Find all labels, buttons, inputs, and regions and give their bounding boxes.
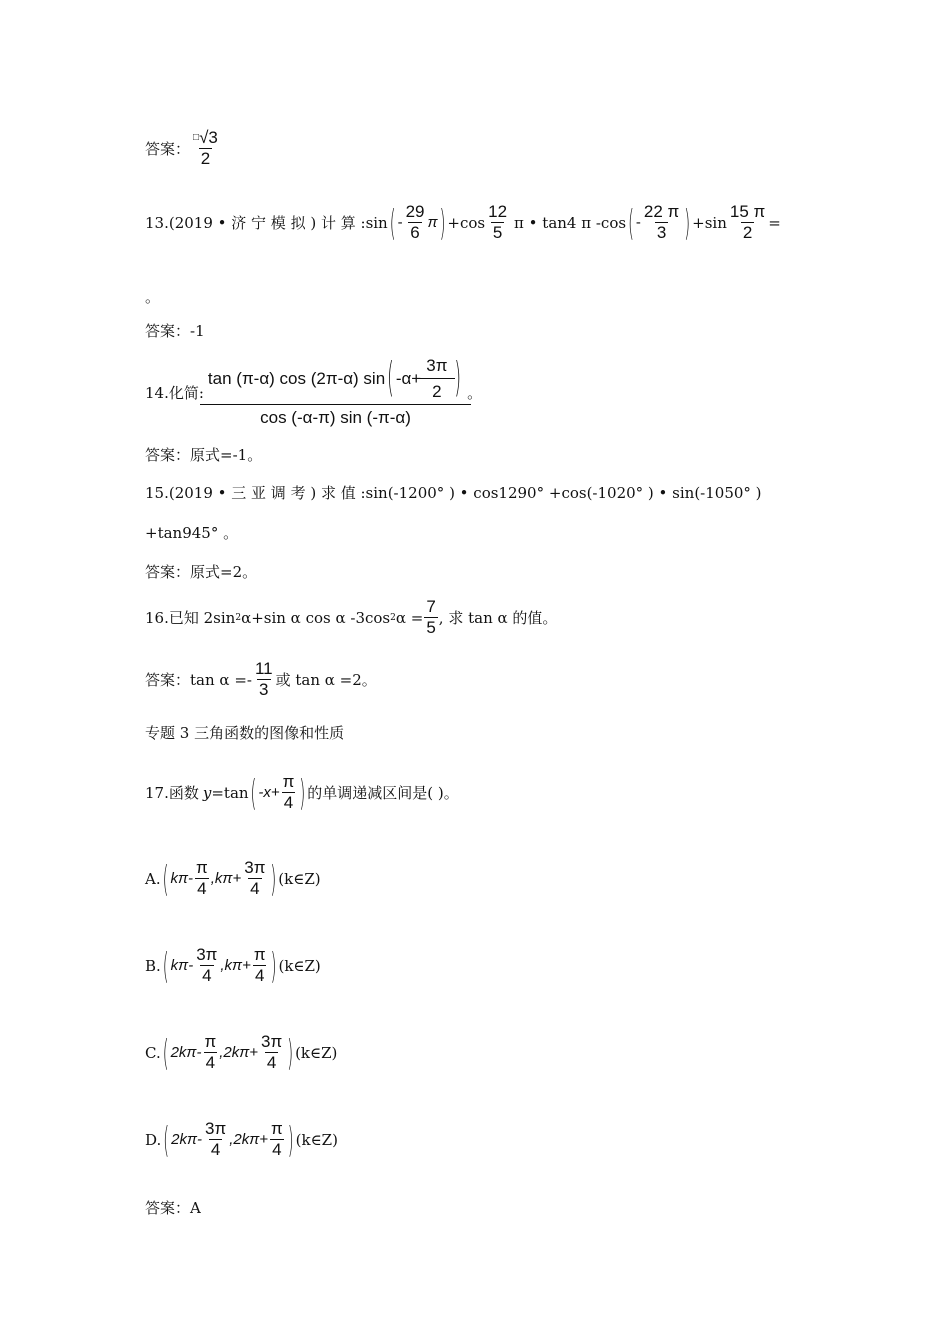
q15-answer: 答案： 原式=2。	[145, 563, 258, 581]
q17-answer: 答案： A	[145, 1198, 201, 1217]
q12-answer	[145, 128, 221, 169]
q13-answer: 答案： -1	[145, 321, 205, 340]
option-c[interactable]: C. ( 2kπ- $\frac{\pi}{4}$ ,2kπ+ $\frac{3\pi}{4}$ ) (k∈Z)	[145, 1030, 338, 1075]
question-15-cont: +tan945° 。	[145, 524, 239, 542]
question-13: 13. (2019 • 济 宁 模 拟 ) 计 算 : sin ( - $\frac{29}{6}$ π ) +cos $\frac{12}{5}$ π • tan4 π -cos ( - $\frac{22 \pi}{3}$ ) +sin $\frac{15 \pi}{2}$ =	[145, 200, 781, 245]
q14-answer: 答案： 原式=-1。	[145, 446, 263, 464]
q13-period: 。	[145, 288, 161, 306]
q16-answer: 答案： tan α =- $\frac{11}{3}$ 或 tan α =2。	[145, 659, 377, 699]
answer-label: 答案：	[145, 140, 191, 158]
question-16: 16.已知 2sin 2 α+sin α cos α -3cos 2 α = $\frac{7}{5}$ , 求 tan α 的值。	[145, 597, 558, 637]
section-heading: 专题 3 三角函数的图像和性质	[145, 724, 345, 742]
q14-fraction: tan (π-α) cos (2π-α) sin ( -α+ $\frac{3\pi}{2}$ ) cos (-α-π) sin (-π-α)	[204, 356, 467, 428]
answer-fraction: $\frac{^□√3}{2}$	[193, 128, 218, 168]
option-d[interactable]: D. ( 2kπ- $\frac{3\pi}{4}$ ,2kπ+ $\frac{\pi}{4}$ ) (k∈Z)	[145, 1117, 338, 1162]
question-15: 15.(2019 • 三 亚 调 考 ) 求 值 :sin(-1200° ) • cos1290° +cos(-1020° ) • sin(-1050° )	[145, 484, 762, 502]
option-a[interactable]: A. ( kπ- $\frac{\pi}{4}$ ,kπ+ $\frac{3\pi}{4}$ ) (k∈Z)	[145, 856, 321, 901]
question-14: 14.化简: tan (π-α) cos (2π-α) sin ( -α+ $\frac{3\pi}{2}$ ) cos (-α-π) sin (-π-α) 。	[145, 355, 483, 427]
option-b[interactable]: B. ( kπ- $\frac{3\pi}{4}$ ,kπ+ $\frac{\pi}{4}$ ) (k∈Z)	[145, 943, 321, 988]
question-17: 17.函数 y =tan ( -x+ $\frac{\pi}{4}$ ) 的单调递减区间是( )。	[145, 770, 459, 815]
